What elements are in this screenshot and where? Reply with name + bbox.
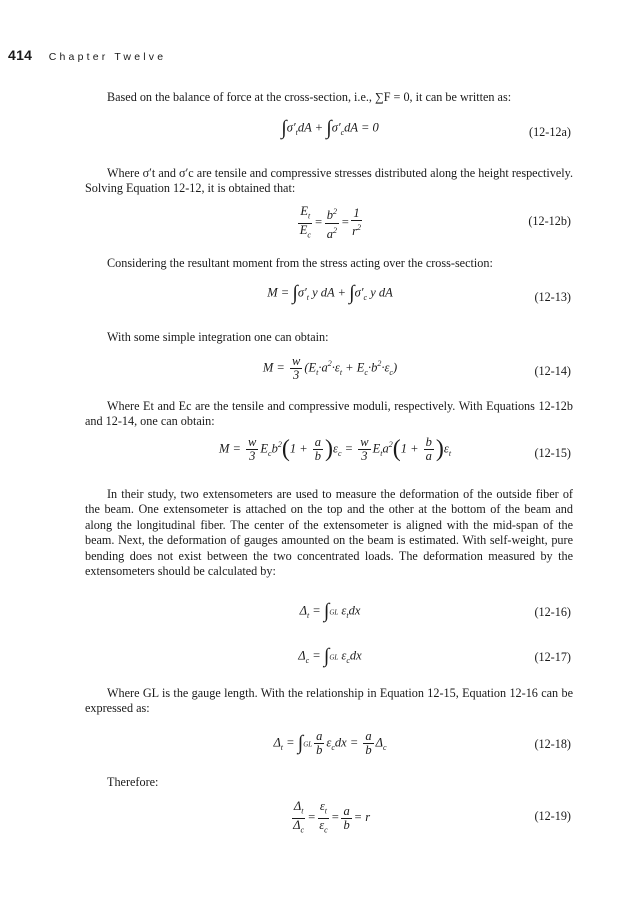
paragraph: In their study, two extensometers are used to measure the deformation of the outside fiber of the beam. One extensometer is attached on the top and the other at the bottom of the beam and along the longitudinal fiber. The center of the extensometer is aligned with the mid-span of the beam. Next, the deformation of gauges amounted on the beam is estimated. With self-weight, pure bending does not exist between the two concentrated loads. The deformation measured by the extensometers should be calculated by: (85, 487, 573, 579)
paragraph: With some simple integration one can obtain: (107, 330, 329, 344)
equation-number: (12-18) (534, 737, 571, 751)
equation-12-17: $\Delta_c = \int GL$ $\varepsilon_cdx$ (298, 645, 362, 667)
equation-number: (12-19) (534, 809, 571, 823)
paragraph: Therefore: (107, 775, 159, 789)
paragraph: Where Et and Ec are the tensile and compressive moduli, respectively. With Equations 12-12b and 12-14, one can obtain: (85, 399, 573, 429)
equation-12-12b: $\frac{E_t}{E_c}$ = $\frac{b^2}{a^2}$ = $\frac{1}{r^2}$ (299, 204, 361, 241)
equation-12-13: $M = \int\sigma'_t$ y dA + $\int\sigma'_c$ y dA (267, 282, 393, 304)
equation-number: (12-15) (534, 446, 571, 460)
equation-number: (12-16) (534, 605, 571, 619)
page-number: 414 (8, 47, 33, 63)
equation-12-15: M = $\frac{w}{3}$ $E_cb^2(1$ + $\frac{a}{b}$ )$\varepsilon_c$ = $\frac{w}{3}$ $E_ta^2(1$ + $\frac{b}{a}$ )$\varepsilon_t$ (218, 435, 452, 463)
paragraph: Considering the resultant moment from the stress acting over the cross-section: (107, 256, 493, 270)
equation-12-19: $\frac{\Delta_t}{\Delta_c}$ = $\frac{\varepsilon_t}{\varepsilon_c}$ = $\frac{a}{b}$ = r (293, 799, 371, 834)
equation-12-16: $\Delta_t = \int GL$ $\varepsilon_tdx$ (299, 600, 361, 622)
equation-number: (12-12a) (529, 125, 571, 139)
running-header (8, 47, 166, 65)
paragraph: Where σ′t and σ′c are tensile and compressive stresses distributed along the height respectively. Solving Equation 12-12, it is obtained that: (85, 166, 573, 196)
equation-number: (12-13) (534, 290, 571, 304)
equation-12-14: M = $\frac{w}{3}$ $(E_t\cdot a^2\cdot\varepsilon_t + E_c\cdot b^2\cdot\varepsilon_c)$ (262, 354, 398, 382)
equation-number: (12-12b) (528, 214, 571, 228)
paragraph: Where GL is the gauge length. With the relationship in Equation 12-15, Equation 12-16 can be expressed as: (85, 686, 573, 716)
equation-12-18: $\Delta_t = \int GL$ $\frac{a}{b}$ $\varepsilon_cdx$ = $\frac{a}{b}$ $\Delta_c$ (273, 729, 387, 757)
paragraph: Based on the balance of force at the cross-section, i.e., ∑F = 0, it can be written as: (107, 90, 512, 104)
chapter-title: Chapter Twelve (48, 51, 167, 63)
equation-12-12a: $\int\sigma'_tdA + \int\sigma'_cdA = 0$ (281, 117, 379, 139)
equation-number: (12-17) (534, 650, 571, 664)
equation-number: (12-14) (534, 364, 571, 378)
